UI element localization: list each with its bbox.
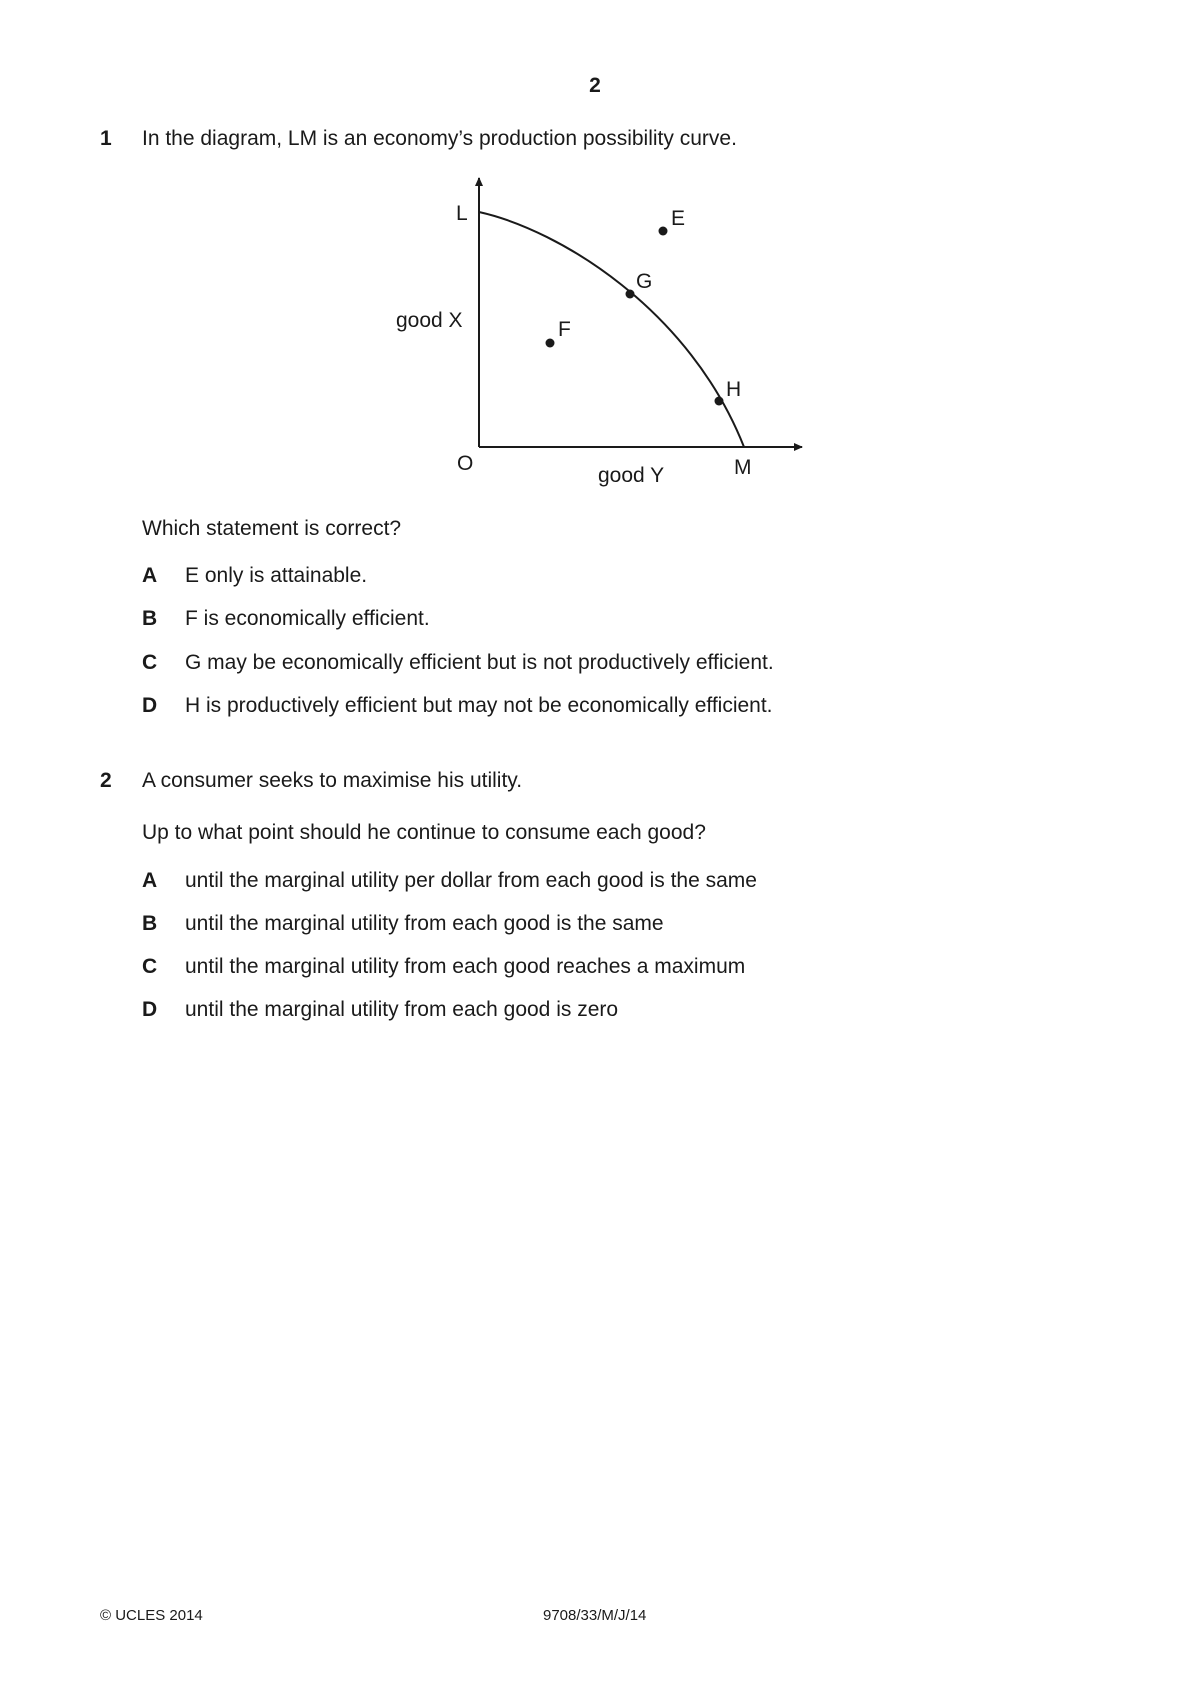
y-axis-label: good X (396, 309, 463, 332)
footer-paper-code: 9708/33/M/J/14 (543, 1607, 647, 1624)
point-f-dot (546, 339, 555, 348)
label-f: F (558, 318, 571, 341)
question-1-prompt: Which statement is correct? (142, 517, 402, 540)
q1-option-c-text: G may be economically efficient but is not productively efficient. (185, 651, 774, 674)
q2-option-b-text: until the marginal utility from each good is the same (185, 912, 664, 935)
q2-option-c-text: until the marginal utility from each good reaches a maximum (185, 955, 746, 978)
q1-option-a-text: E only is attainable. (185, 564, 368, 587)
q2-option-c-letter: C (142, 955, 158, 978)
q2-option-b-letter: B (142, 912, 158, 935)
label-m: M (734, 456, 752, 479)
point-e-dot (659, 227, 668, 236)
q1-option-c-letter: C (142, 651, 158, 674)
label-l: L (456, 202, 468, 225)
origin-label: O (457, 452, 474, 475)
page-number: 2 (589, 74, 601, 97)
q2-option-a-text: until the marginal utility per dollar from each good is the same (185, 869, 757, 892)
x-axis-label: good Y (598, 464, 665, 487)
question-2-number: 2 (100, 769, 112, 792)
production-possibility-curve (479, 212, 744, 447)
footer-copyright: © UCLES 2014 (100, 1607, 203, 1624)
ppc-diagram (0, 0, 1190, 520)
q2-option-d-text: until the marginal utility from each good is zero (185, 998, 619, 1021)
q1-option-b-text: F is economically efficient. (185, 607, 430, 630)
q1-option-d-text: H is productively efficient but may not be economically efficient. (185, 694, 773, 717)
q2-option-d-letter: D (142, 998, 158, 1021)
label-e: E (671, 207, 686, 230)
q1-option-b-letter: B (142, 607, 158, 630)
label-g: G (636, 270, 653, 293)
q1-option-a-letter: A (142, 564, 158, 587)
question-1-text: In the diagram, LM is an economy’s production possibility curve. (142, 127, 737, 150)
point-g-dot (626, 290, 635, 299)
q2-option-a-letter: A (142, 869, 158, 892)
q1-option-d-letter: D (142, 694, 158, 717)
question-2-prompt: Up to what point should he continue to consume each good? (142, 821, 706, 844)
question-1-number: 1 (100, 127, 112, 150)
label-h: H (726, 378, 742, 401)
question-2-text: A consumer seeks to maximise his utility. (142, 769, 523, 792)
point-h-dot (715, 397, 724, 406)
